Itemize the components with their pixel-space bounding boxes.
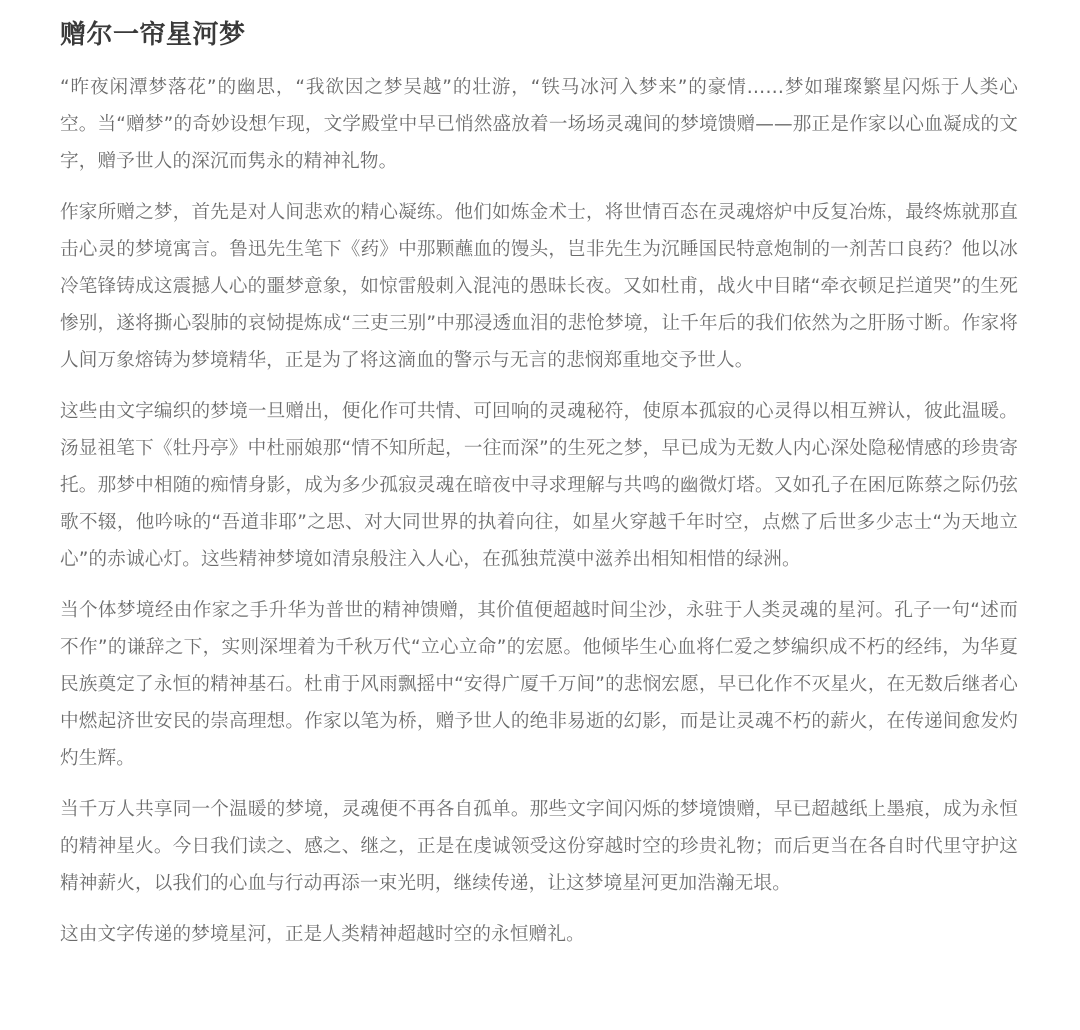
paragraph: 这些由文字编织的梦境一旦赠出，便化作可共情、可回响的灵魂秘符，使原本孤寂的心灵得以相互辨认，彼此温暖。汤显祖笔下《牡丹亭》中杜丽娘那“情不知所起，一往而深”的生死之梦，早已成为无数人内心深处隐秘情感的珍贵寄托。那梦中相随的痴情身影，成为多少孤寂灵魂在暗夜中寻求理解与共鸣的幽微灯塔。又如孔子在困厄陈蔡之际仍弦歌不辍，他吟咏的“吾道非耶”之思、对大同世界的执着向往，如星火穿越千年时空，点燃了后世多少志士“为天地立心”的赤诚心灯。这些精神梦境如清泉般注入人心，在孤独荒漠中滋养出相知相惜的绿洲。 (60, 401, 1018, 571)
article-body (60, 69, 1018, 953)
paragraph: 这由文字传递的梦境星河，正是人类精神超越时空的永恒赠礼。 (60, 924, 585, 946)
paragraph: 当个体梦境经由作家之手升华为普世的精神馈赠，其价值便超越时间尘沙，永驻于人类灵魂的星河。孔子一句“述而不作”的谦辞之下，实则深埋着为千秋万代“立心立命”的宏愿。他倾毕生心血将仁爱之梦编织成不朽的经纬，为华夏民族奠定了永恒的精神基石。杜甫于风雨飘摇中“安得广厦千万间”的悲悯宏愿，早已化作不灭星火，在无数后继者心中燃起济世安民的崇高理想。作家以笔为桥，赠予世人的绝非易逝的幻影，而是让灵魂不朽的薪火，在传递间愈发灼灼生辉。 (60, 600, 1018, 770)
paragraph: “昨夜闲潭梦落花”的幽思，“我欲因之梦吴越”的壮游，“铁马冰河入梦来”的豪情……梦如璀璨繁星闪烁于人类心空。当“赠梦”的奇妙设想乍现，文学殿堂中早已悄然盛放着一场场灵魂间的梦境馈赠——那正是作家以心血凝成的文字，赠予世人的深沉而隽永的精神礼物。 (60, 77, 1018, 173)
page-title: 赠尔一帘星河梦 (60, 20, 246, 50)
paragraph: 当千万人共享同一个温暖的梦境，灵魂便不再各自孤单。那些文字间闪烁的梦境馈赠，早已超越纸上墨痕，成为永恒的精神星火。今日我们读之、感之、继之，正是在虔诚领受这份穿越时空的珍贵礼物；而后更当在各自时代里守护这精神薪火，以我们的心血与行动再添一束光明，继续传递，让这梦境星河更加浩瀚无垠。 (60, 799, 1018, 895)
paragraph: 作家所赠之梦，首先是对人间悲欢的精心凝练。他们如炼金术士，将世情百态在灵魂熔炉中反复冶炼，最终炼就那直击心灵的梦境寓言。鲁迅先生笔下《药》中那颗蘸血的馒头，岂非先生为沉睡国民特意炮制的一剂苦口良药？他以冰冷笔锋铸成这震撼人心的噩梦意象，如惊雷般刺入混沌的愚昧长夜。又如杜甫，战火中目睹“牵衣顿足拦道哭”的生死惨别，遂将撕心裂肺的哀恸提炼成“三吏三别”中那浸透血泪的悲怆梦境，让千年后的我们依然为之肝肠寸断。作家将人间万象熔铸为梦境精华，正是为了将这滴血的警示与无言的悲悯郑重地交予世人。 (60, 202, 1018, 372)
